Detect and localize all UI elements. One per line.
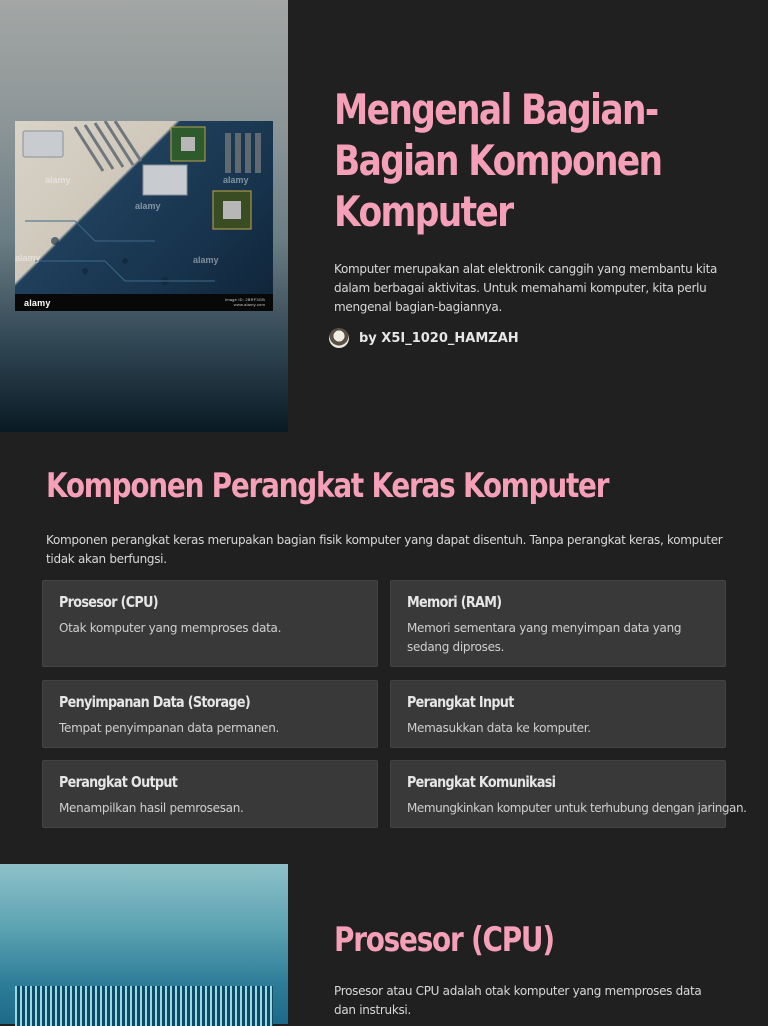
hero-slide — [0, 0, 768, 432]
card-ram — [390, 580, 726, 667]
hero-description: Komputer merupakan alat elektronik canggih yang membantu kita dalam berbagai aktivitas. Untuk memahami komputer, kita perlu mengenal bagian-bagiannya. — [334, 262, 718, 314]
card-cpu — [42, 580, 378, 667]
photo-credit-bar — [15, 294, 273, 311]
card-text: Memungkinkan komputer untuk terhubung dengan jaringan. — [407, 801, 747, 815]
card-title: Prosesor (CPU) — [59, 593, 158, 611]
card-text: Otak komputer yang memproses data. — [59, 621, 282, 635]
watermark-text: alamy — [15, 253, 41, 263]
card-output — [42, 760, 378, 828]
avatar[interactable] — [329, 328, 349, 348]
card-title: Penyimpanan Data (Storage) — [59, 693, 250, 711]
author-byline[interactable] — [329, 328, 519, 348]
card-title: Perangkat Output — [59, 773, 178, 791]
cpu-photo — [15, 986, 273, 1026]
page-title: Mengenal Bagian-Bagian Komponen Komputer — [334, 85, 662, 236]
author-name[interactable]: by X5I_1020_HAMZAH — [359, 330, 519, 346]
card-input — [390, 680, 726, 748]
hardware-photo — [15, 121, 273, 311]
hardware-photo-illustration — [15, 121, 273, 311]
section-title: Komponen Perangkat Keras Komputer — [46, 466, 609, 506]
card-text: Menampilkan hasil pemrosesan. — [59, 801, 244, 815]
image-site-text: www.alamy.com — [233, 302, 265, 307]
section-title: Prosesor (CPU) — [334, 920, 554, 960]
section-description: Komponen perangkat keras merupakan bagian fisik komputer yang dapat disentuh. Tanpa perangkat keras, komputer tidak akan berfungsi. — [46, 533, 723, 566]
image-id-text: Image ID: 2BRF3GB — [224, 297, 265, 302]
hardware-section — [0, 432, 768, 864]
card-title: Memori (RAM) — [407, 593, 502, 611]
alamy-logo: alamy — [24, 298, 51, 308]
card-title: Perangkat Input — [407, 693, 514, 711]
card-text: Tempat penyimpanan data permanen. — [59, 721, 280, 735]
card-communication — [390, 760, 747, 828]
section-description: Prosesor atau CPU adalah otak komputer yang memproses data dan instruksi. — [334, 984, 702, 1017]
cpu-section — [0, 864, 768, 1024]
watermark-text: alamy — [45, 175, 71, 185]
cpu-image-panel — [0, 864, 288, 1024]
watermark-text: alamy — [223, 175, 249, 185]
watermark-text: alamy — [193, 255, 219, 265]
card-title: Perangkat Komunikasi — [407, 773, 556, 791]
hero-image-panel — [0, 0, 288, 432]
card-storage — [42, 680, 378, 748]
watermark-text: alamy — [135, 201, 161, 211]
card-text: Memasukkan data ke komputer. — [407, 721, 591, 735]
card-text: Memori sementara yang menyimpan data yang sedang diproses. — [407, 621, 682, 654]
photo-credit-info — [225, 297, 265, 307]
